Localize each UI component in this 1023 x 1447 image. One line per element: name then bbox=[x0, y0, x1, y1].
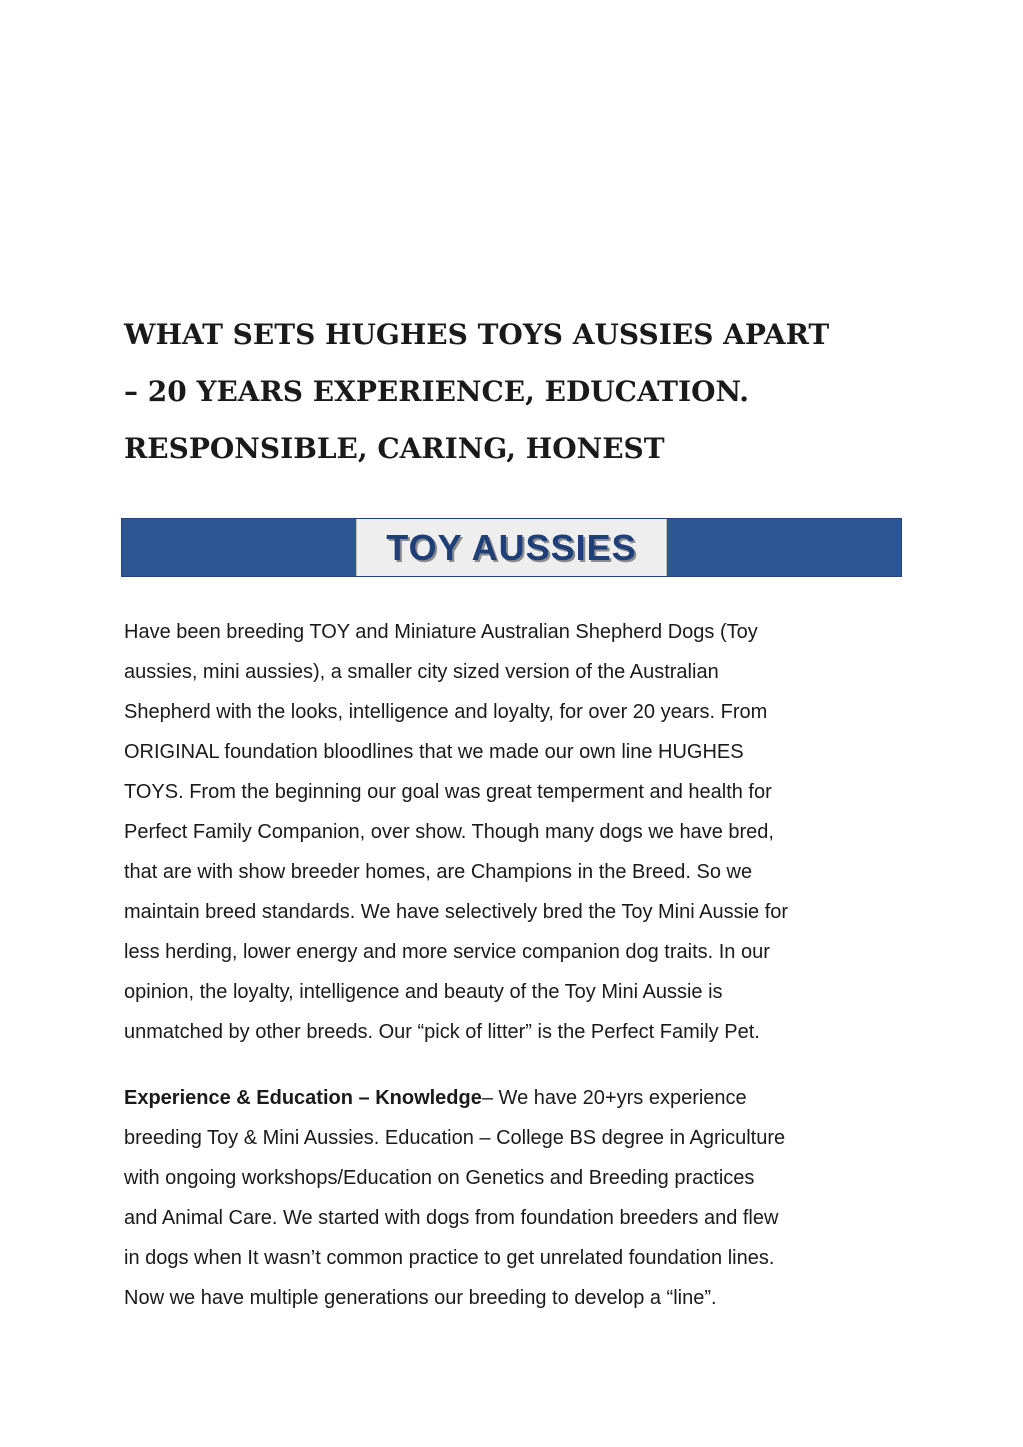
paragraph-line: opinion, the loyalty, intelligence and beauty of the Toy Mini Aussie is bbox=[124, 981, 723, 1003]
banner-label: TOY AUSSIES bbox=[386, 526, 637, 568]
heading-line: – 20 YEARS EXPERIENCE, EDUCATION. bbox=[124, 375, 750, 408]
paragraph-line bbox=[124, 1078, 785, 1118]
paragraph-line: with ongoing workshops/Education on Genetics and Breeding practices bbox=[124, 1167, 755, 1189]
paragraph-line: unmatched by other breeds. Our “pick of litter” is the Perfect Family Pet. bbox=[124, 1021, 760, 1043]
heading-line: WHAT SETS HUGHES TOYS AUSSIES APART bbox=[124, 318, 830, 351]
paragraph-line: Have been breeding TOY and Miniature Australian Shepherd Dogs (Toy bbox=[124, 621, 758, 643]
experience-first-line: – We have 20+yrs experience bbox=[481, 1087, 747, 1109]
paragraph-line: TOYS. From the beginning our goal was great temperment and health for bbox=[124, 781, 772, 803]
paragraph-line: breeding Toy & Mini Aussies. Education – College BS degree in Agriculture bbox=[124, 1127, 786, 1149]
paragraph-line: and Animal Care. We started with dogs from foundation breeders and flew bbox=[124, 1207, 779, 1229]
paragraph-line: that are with show breeder homes, are Champions in the Breed. So we bbox=[124, 861, 753, 883]
paragraph-line: less herding, lower energy and more service companion dog traits. In our bbox=[124, 941, 770, 963]
heading-line: RESPONSIBLE, CARING, HONEST bbox=[124, 432, 665, 465]
intro-paragraph bbox=[124, 612, 788, 1052]
page-heading bbox=[124, 306, 914, 477]
paragraph-line: aussies, mini aussies), a smaller city sized version of the Australian bbox=[124, 661, 719, 683]
banner-label-box bbox=[356, 519, 667, 576]
experience-paragraph bbox=[124, 1078, 785, 1318]
toy-aussies-banner bbox=[121, 518, 902, 577]
paragraph-line: Perfect Family Companion, over show. Though many dogs we have bred, bbox=[124, 821, 774, 843]
paragraph-line: maintain breed standards. We have selectively bred the Toy Mini Aussie for bbox=[124, 901, 789, 923]
experience-lead: Experience & Education – Knowledge bbox=[124, 1087, 482, 1109]
paragraph-line: Now we have multiple generations our breeding to develop a “line”. bbox=[124, 1287, 717, 1309]
paragraph-line: Shepherd with the looks, intelligence and loyalty, for over 20 years. From bbox=[124, 701, 768, 723]
paragraph-line: in dogs when It wasn’t common practice to get unrelated foundation lines. bbox=[124, 1247, 775, 1269]
paragraph-line: ORIGINAL foundation bloodlines that we made our own line HUGHES bbox=[124, 741, 744, 763]
